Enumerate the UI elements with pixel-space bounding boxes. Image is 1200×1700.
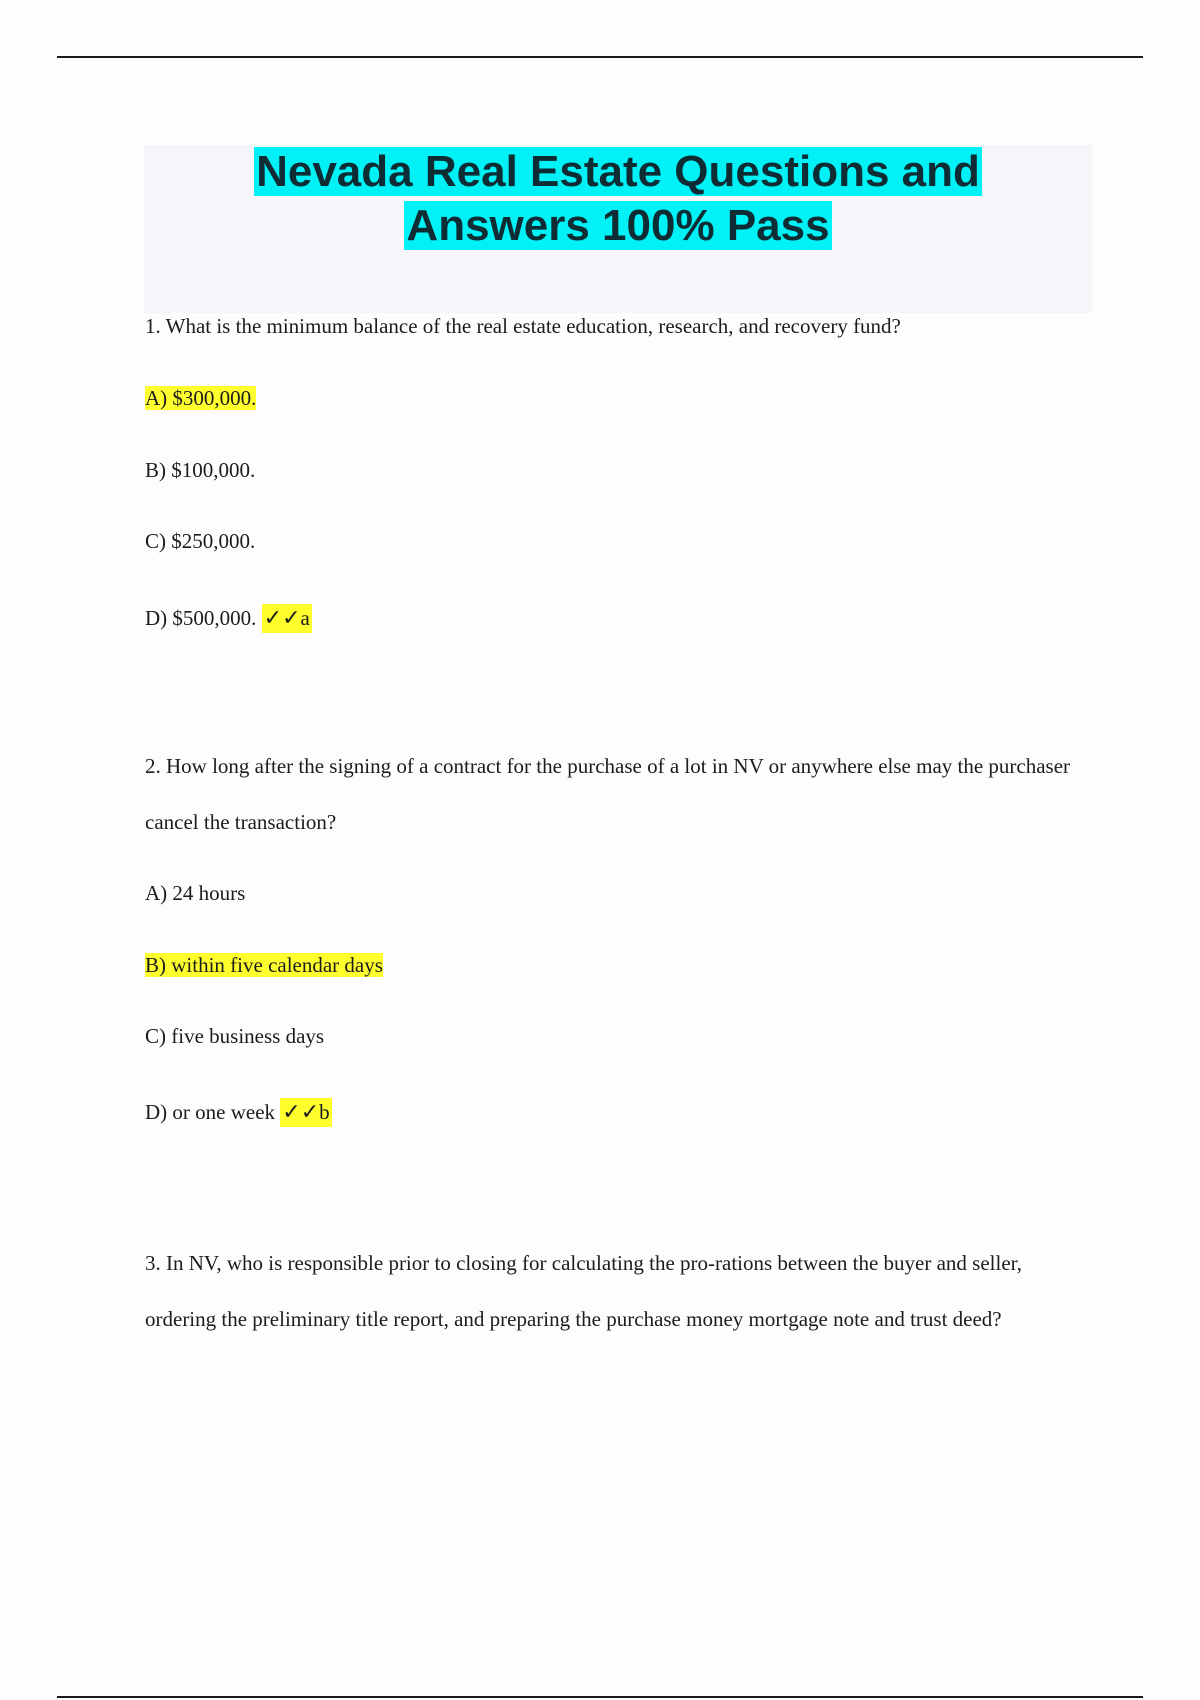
- option-text: D) or one week: [145, 1100, 276, 1124]
- footer-rule: [57, 1696, 1143, 1698]
- question-1-option-c: C) $250,000.: [145, 529, 256, 553]
- question-1-text: 1. What is the minimum balance of the real estate education, research, and recovery fund?: [145, 314, 901, 338]
- title-block: [144, 145, 1092, 313]
- question-3-text: 3. In NV, who is responsible prior to closing for calculating the pro-rations between the buyer and seller, ordering the preliminary title report, and preparing the purchase money mortgage note and trust deed?: [145, 1251, 1023, 1331]
- question-1-option-b: B) $100,000.: [145, 458, 256, 482]
- question-2-option-a: A) 24 hours: [145, 881, 246, 905]
- answer-key: [280, 1098, 331, 1127]
- title-line-1: Nevada Real Estate Questions and: [256, 147, 980, 196]
- highlighted-option: B) within five calendar days: [145, 953, 383, 977]
- question-2-option-c: C) five business days: [145, 1024, 325, 1048]
- answer-key: [262, 604, 312, 633]
- highlighted-option: A) $300,000.: [145, 386, 257, 410]
- check-mark-icon: ✓✓: [263, 606, 301, 631]
- answer-letter: a: [300, 606, 310, 630]
- question-1-option-d: [145, 603, 312, 634]
- question-1-option-a: [145, 383, 256, 413]
- header-rule: [57, 56, 1143, 58]
- check-mark-icon: ✓✓: [282, 1100, 320, 1125]
- title-line-2: Answers 100% Pass: [406, 201, 830, 250]
- question-2-option-b: [145, 950, 383, 980]
- question-2-option-d: [145, 1097, 332, 1128]
- question-2-text: 2. How long after the signing of a contract for the purchase of a lot in NV or anywhere else may the purchaser cancel the transaction?: [145, 754, 1071, 834]
- answer-letter: b: [319, 1100, 330, 1124]
- option-text: D) $500,000.: [145, 606, 257, 630]
- document-title: [144, 145, 1092, 253]
